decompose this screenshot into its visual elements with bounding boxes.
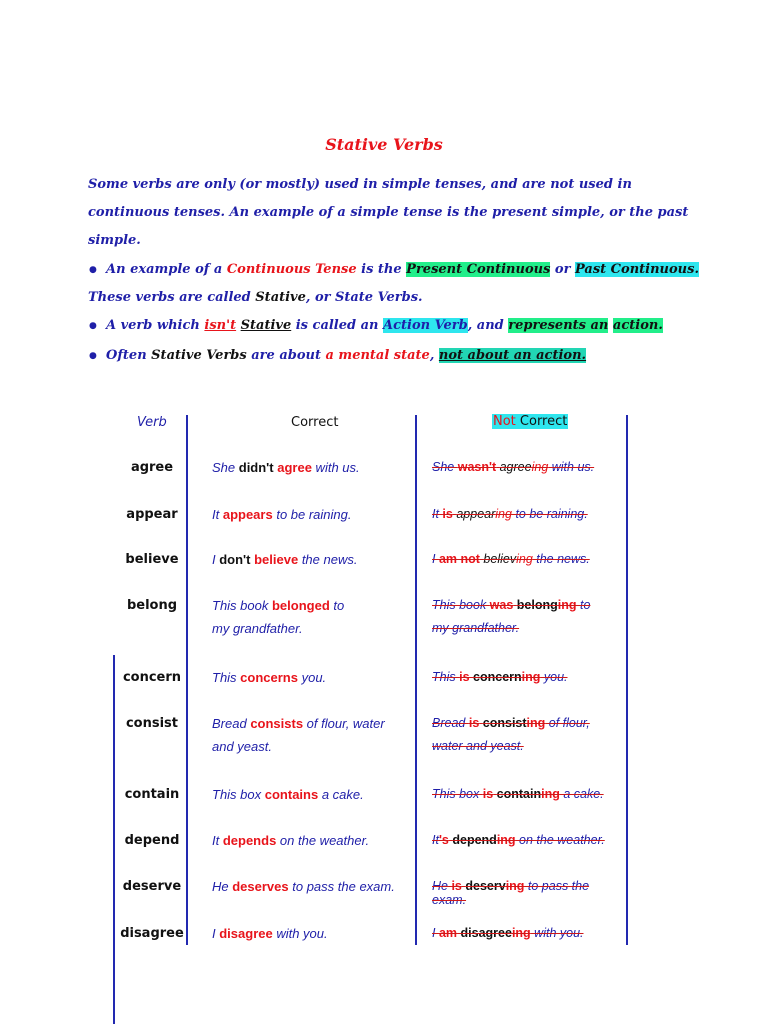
incorrect-example-continued: exam. xyxy=(432,893,467,907)
bullet-mental-state: Often Stative Verbs are about a mental state, not about an action. xyxy=(106,348,587,363)
example-text: Bread xyxy=(212,716,251,731)
example-text: It xyxy=(212,833,223,848)
correct-example xyxy=(212,926,328,941)
example-text: She xyxy=(432,460,458,474)
incorrect-example xyxy=(432,716,590,730)
auxiliary: am xyxy=(438,926,458,940)
highlighted-verb: concerns xyxy=(240,670,298,685)
correct-example xyxy=(212,598,344,613)
verb-cell: depend xyxy=(124,833,180,848)
example-text: This xyxy=(212,670,241,685)
ing-suffix: ing xyxy=(541,787,560,801)
auxiliary: is xyxy=(442,507,453,521)
correct-example-continued: my grandfather. xyxy=(212,621,303,636)
auxiliary: is xyxy=(459,670,470,684)
ing-suffix: ing xyxy=(496,833,516,847)
verb-cell: believe xyxy=(125,552,179,567)
correct-example xyxy=(212,670,326,685)
example-text: to xyxy=(329,598,345,613)
verb-stem: deserv xyxy=(465,879,506,893)
bullet-continuous-tense: An example of a Continuous Tense is the Present Continuous or Past Continuous. xyxy=(106,262,699,277)
example-text: This book xyxy=(432,598,490,612)
example-text: to pass the exam. xyxy=(288,879,395,894)
verb-stem: contain xyxy=(496,787,542,801)
verb-cell: belong xyxy=(126,598,178,613)
incorrect-example xyxy=(432,879,589,893)
example-text: I xyxy=(432,552,439,566)
auxiliary: wasn't xyxy=(457,460,497,474)
example-text: on the weather. xyxy=(515,833,605,847)
example-text: to pass the xyxy=(524,879,590,893)
auxiliary: is xyxy=(468,716,480,730)
example-text: with us. xyxy=(548,460,595,474)
auxiliary: is xyxy=(482,787,494,801)
page-title: Stative Verbs xyxy=(325,135,443,154)
example-text: you. xyxy=(297,670,327,685)
example-text: with you. xyxy=(530,926,584,940)
example-text: This box xyxy=(212,787,265,802)
column-divider xyxy=(626,415,628,945)
correct-example xyxy=(212,716,385,731)
incorrect-example xyxy=(432,507,588,521)
example-text: you. xyxy=(540,670,568,684)
highlighted-verb: disagree xyxy=(219,926,273,941)
verb-cell: concern xyxy=(122,670,182,685)
example-text: a cake. xyxy=(318,787,364,802)
auxiliary: was xyxy=(489,598,514,612)
header-correct: Correct xyxy=(291,415,339,430)
example-text: with you. xyxy=(272,926,328,941)
example-text: to be raining. xyxy=(511,507,588,521)
incorrect-example xyxy=(432,670,568,684)
highlighted-verb: belonged xyxy=(271,598,330,613)
ing-suffix: ing xyxy=(511,926,531,940)
example-text: It xyxy=(432,507,443,521)
stative-definition: These verbs are called Stative, or State Verbs. xyxy=(88,290,423,305)
example-text: He xyxy=(432,879,452,893)
example-text: of flour, water xyxy=(303,716,385,731)
example-text: I xyxy=(212,926,220,941)
ing-suffix: ing xyxy=(521,670,541,684)
incorrect-example xyxy=(432,598,590,612)
verb-cell: contain xyxy=(124,787,180,802)
incorrect-example-continued: water and yeast. xyxy=(432,739,524,753)
highlighted-verb: depends xyxy=(222,833,277,848)
example-text: a cake. xyxy=(559,787,604,801)
example-text: Bread xyxy=(432,716,469,730)
verb-stem: believ xyxy=(483,552,517,566)
verb-stem: consist xyxy=(482,716,527,730)
incorrect-example xyxy=(432,833,605,847)
highlighted-verb: contains xyxy=(264,787,319,802)
correct-example xyxy=(212,833,369,848)
example-text: I xyxy=(212,552,220,567)
verb-stem: depend xyxy=(452,833,497,847)
highlighted-verb: appears xyxy=(222,507,273,522)
example-text: with us. xyxy=(311,460,360,475)
auxiliary: 's xyxy=(438,833,449,847)
bullet-dot-icon: ● xyxy=(89,351,97,361)
bullet-action-verb: A verb which isn't Stative is called an Action Verb, and represents an action. xyxy=(106,318,663,333)
highlighted-verb: believe xyxy=(254,552,299,567)
ing-suffix: ing xyxy=(516,552,533,566)
ing-suffix: ing xyxy=(505,879,525,893)
header-verb: Verb xyxy=(137,415,167,430)
example-text: I xyxy=(432,926,439,940)
incorrect-example xyxy=(432,460,594,474)
example-text: He xyxy=(212,879,233,894)
incorrect-example-continued: my grandfather. xyxy=(432,621,520,635)
highlighted-verb: agree xyxy=(277,460,312,475)
ing-suffix: ing xyxy=(526,716,546,730)
column-divider xyxy=(415,415,417,945)
bullet-dot-icon: ● xyxy=(89,265,97,275)
incorrect-example xyxy=(432,552,590,566)
verb-stem: concern xyxy=(473,670,522,684)
verb-cell: appear xyxy=(126,507,178,522)
intro-line-3: simple. xyxy=(88,233,141,248)
highlighted-verb: deserves xyxy=(232,879,289,894)
verb-stem: disagree xyxy=(460,926,512,940)
auxiliary: am not xyxy=(438,552,480,566)
correct-example xyxy=(212,552,357,567)
example-text: This box xyxy=(432,787,483,801)
example-text: to be raining. xyxy=(272,507,352,522)
ing-suffix: ing xyxy=(531,460,549,474)
bullet-dot-icon: ● xyxy=(89,321,97,331)
verb-cell: agree xyxy=(130,460,174,475)
example-text: the news. xyxy=(298,552,358,567)
verb-cell: deserve xyxy=(122,879,182,894)
verb-stem: appear xyxy=(456,507,496,521)
example-text: on the weather. xyxy=(276,833,370,848)
example-text: This xyxy=(432,670,460,684)
incorrect-example xyxy=(432,926,584,940)
example-text: to xyxy=(576,598,591,612)
ing-suffix: ing xyxy=(557,598,577,612)
example-text: This book xyxy=(212,598,272,613)
verb-stem: belong xyxy=(516,598,558,612)
example-text: of flour, xyxy=(545,716,590,730)
auxiliary: don't xyxy=(219,552,251,567)
highlighted-verb: consists xyxy=(250,716,304,731)
auxiliary: is xyxy=(451,879,462,893)
auxiliary: didn't xyxy=(238,460,274,475)
example-text: the news. xyxy=(532,552,590,566)
ing-suffix: ing xyxy=(495,507,512,521)
verb-cell: disagree xyxy=(120,926,184,941)
correct-example-continued: and yeast. xyxy=(212,739,272,754)
intro-line-2: continuous tenses. An example of a simple tense is the present simple, or the past xyxy=(88,205,689,220)
example-text: It xyxy=(432,833,439,847)
correct-example xyxy=(212,507,352,522)
verb-stem: agree xyxy=(499,460,532,474)
example-text: She xyxy=(212,460,239,475)
correct-example xyxy=(212,460,360,475)
example-text: It xyxy=(212,507,223,522)
incorrect-example xyxy=(432,787,604,801)
verb-cell: consist xyxy=(125,716,179,731)
header-not-correct: Not Correct xyxy=(493,414,568,429)
correct-example xyxy=(212,879,395,894)
intro-line-1: Some verbs are only (or mostly) used in simple tenses, and are not used in xyxy=(88,177,632,192)
correct-example xyxy=(212,787,364,802)
